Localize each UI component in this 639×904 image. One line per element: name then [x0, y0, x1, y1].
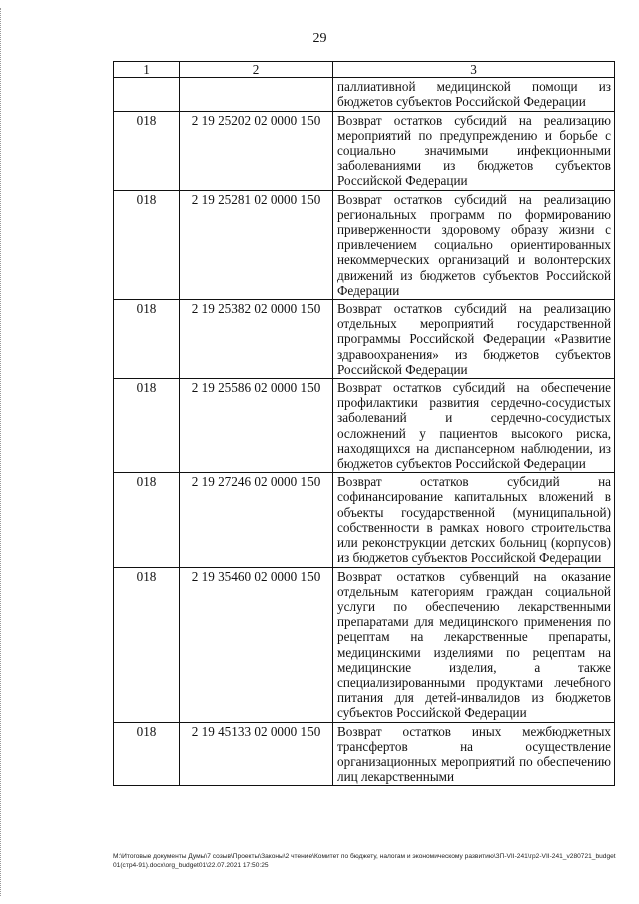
- description-cell: паллиативной медицинской помощи из бюджетов субъектов Российской Федерации: [333, 78, 615, 111]
- table-row: [114, 473, 615, 567]
- page-number: 29: [312, 31, 327, 46]
- description-cell: Возврат остатков иных межбюджетных трансфертов на осуществление организационных мероприятий по обеспечению лиц лекарственными: [333, 722, 615, 786]
- admin-code-cell: 018: [114, 190, 180, 299]
- description-cell: Возврат остатков субсидий на обеспечение профилактики развития сердечно-сосудистых заболеваний и сердечно-сосудистых осложнений у пациентов высокого риска, находящихся на диспансерном наблюдении, из бюджетов субъектов Российской Федерации: [333, 379, 615, 473]
- table-header-row: [114, 62, 615, 78]
- admin-code-cell: [114, 78, 180, 111]
- admin-code-cell: 018: [114, 567, 180, 722]
- column-header-3: 3: [333, 62, 615, 78]
- table-row: [114, 190, 615, 299]
- description-cell: Возврат остатков субсидий на софинансирование капитальных вложений в объекты государственной (муниципальной) собственности в рамках нового строительства или реконструкции детских больниц (корпусов) из бюджетов субъектов Российской Федерации: [333, 473, 615, 567]
- description-cell: Возврат остатков субсидий на реализацию мероприятий по предупреждению и борьбе с социально значимыми инфекционными заболеваниями из бюджетов субъектов Российской Федерации: [333, 111, 615, 190]
- kbk-code-cell: 2 19 35460 02 0000 150: [180, 567, 333, 722]
- kbk-code-cell: 2 19 25202 02 0000 150: [180, 111, 333, 190]
- kbk-code-cell: 2 19 45133 02 0000 150: [180, 722, 333, 786]
- column-header-2: 2: [180, 62, 333, 78]
- document-path-footer: M:\Итоговые документы Думы\7 созыв\Проекты\Законы\2 чтение\Комитет по бюджету, налогам и экономическому развитию\ЗП-VII-241\гр2-VII-241_v280721_budget01(стр4-91).docx\org_budget01\22.07.2021 17:50:25: [113, 853, 616, 869]
- admin-code-cell: 018: [114, 300, 180, 379]
- table-row: [114, 722, 615, 786]
- table-row: [114, 300, 615, 379]
- admin-code-cell: 018: [114, 379, 180, 473]
- kbk-code-cell: 2 19 25281 02 0000 150: [180, 190, 333, 299]
- column-header-1: 1: [114, 62, 180, 78]
- description-cell: Возврат остатков субсидий на реализацию отдельных мероприятий государственной программы Российской Федерации «Развитие здравоохранения» из бюджетов субъектов Российской Федерации: [333, 300, 615, 379]
- table-row: [114, 78, 615, 111]
- admin-code-cell: 018: [114, 111, 180, 190]
- kbk-code-cell: 2 19 27246 02 0000 150: [180, 473, 333, 567]
- kbk-code-cell: 2 19 25586 02 0000 150: [180, 379, 333, 473]
- admin-code-cell: 018: [114, 473, 180, 567]
- scan-edge-mark: [0, 8, 3, 896]
- kbk-code-cell: 2 19 25382 02 0000 150: [180, 300, 333, 379]
- table-row: [114, 567, 615, 722]
- table-row: [114, 111, 615, 190]
- kbk-code-cell: [180, 78, 333, 111]
- admin-code-cell: 018: [114, 722, 180, 786]
- budget-codes-table: [113, 61, 615, 786]
- table-row: [114, 379, 615, 473]
- description-cell: Возврат остатков субвенций на оказание отдельным категориям граждан социальной услуги по обеспечению лекарственными препаратами для медицинского применения по рецептам на лекарственные препараты, медицинскими изделиями по рецептам на медицинские изделия, а также специализированными продуктами лечебного питания для детей-инвалидов из бюджетов субъектов Российской Федерации: [333, 567, 615, 722]
- description-cell: Возврат остатков субсидий на реализацию региональных программ по формированию приверженности здоровому образу жизни с привлечением социально ориентированных некоммерческих организаций и волонтерских движений из бюджетов субъектов Российской Федерации: [333, 190, 615, 299]
